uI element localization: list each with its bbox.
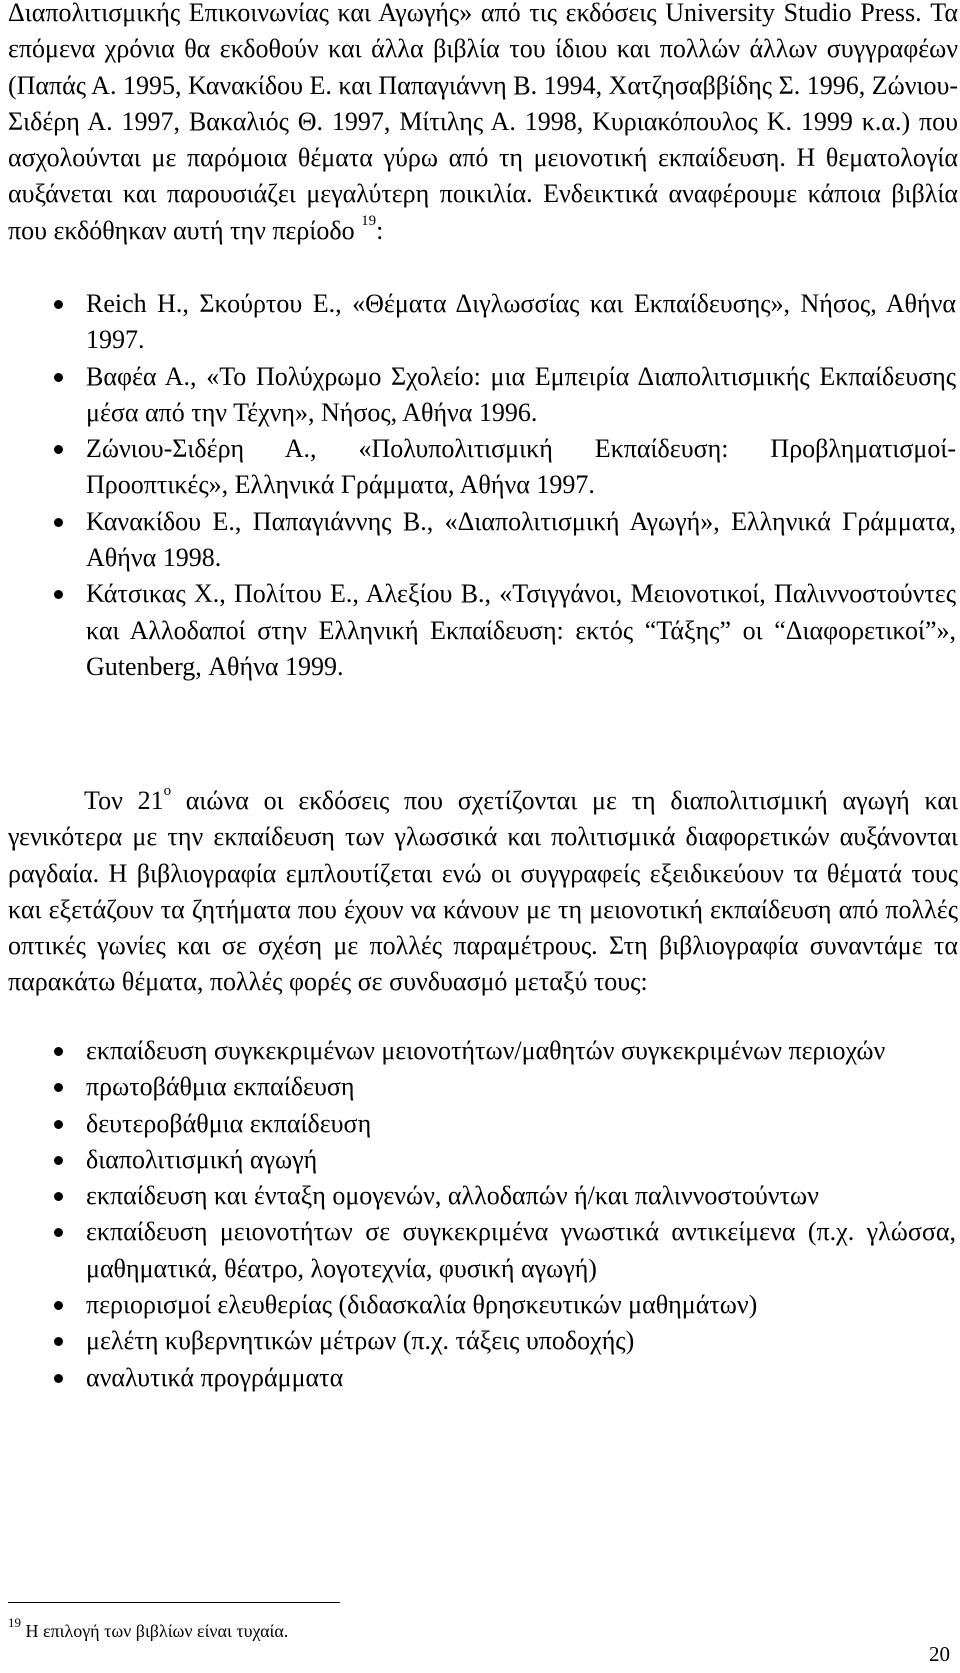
topic-list-item-text: δευτεροβάθμια εκπαίδευση — [86, 1108, 372, 1138]
second-paragraph — [8, 783, 958, 1001]
topic-list-item-text: μελέτη κυβερνητικών μέτρων (π.χ. τάξεις υποδοχής) — [86, 1326, 635, 1356]
topic-list-item-text: εκπαίδευση συγκεκριμένων μειονοτήτων/μαθητών συγκεκριμένων περιοχών — [86, 1036, 886, 1065]
topic-list-item-text: πρωτοβάθμια εκπαίδευση — [86, 1072, 355, 1102]
intro-paragraph — [8, 0, 958, 249]
topic-list — [8, 1033, 958, 1396]
bullet-icon — [54, 1083, 63, 1092]
book-list — [8, 286, 958, 685]
bullet-icon — [54, 1374, 63, 1383]
topic-list-item — [8, 1323, 958, 1359]
topic-list-item — [8, 1287, 958, 1323]
footnote — [8, 1615, 289, 1642]
topic-list-item — [8, 1178, 958, 1214]
footnote-number: 19 — [8, 1615, 21, 1630]
bullet-icon — [54, 590, 63, 599]
book-list-item — [8, 504, 958, 577]
footnote-text: Η επιλογή των βιβλίων είναι τυχαία. — [21, 1621, 289, 1641]
bullet-icon — [54, 1120, 63, 1129]
book-list-item — [8, 431, 958, 504]
topic-list-item — [8, 1069, 958, 1105]
bullet-icon — [54, 445, 63, 454]
book-list-item-text: Βαφέα Α., «Το Πολύχρωμο Σχολείο: μια Εμπειρία Διαπολιτισμικής Εκπαίδευσης μέσα από την Τέχνη», Νήσος, Αθήνα 1996. — [86, 361, 956, 427]
footnote-separator — [8, 1602, 340, 1603]
topic-list-item-text: εκπαίδευση και ένταξη ομογενών, αλλοδαπών ή/και παλιννοστούντων — [86, 1181, 819, 1211]
book-list-item — [8, 576, 958, 685]
bullet-icon — [54, 1047, 63, 1056]
bullet-icon — [54, 300, 63, 309]
topic-list-item — [8, 1142, 958, 1178]
topic-list-item-text: διαπολιτισμική αγωγή — [86, 1144, 318, 1174]
second-paragraph-text — [8, 783, 958, 1001]
intro-trailing: : — [376, 215, 384, 245]
book-list-items — [8, 286, 958, 685]
topic-list-item-text: περιορισμοί ελευθερίας (διδασκαλία θρησκευτικών μαθημάτων) — [86, 1290, 758, 1320]
ordinal-superscript: ο — [163, 783, 172, 800]
bullet-icon — [54, 1301, 63, 1310]
page-number: 20 — [929, 1642, 950, 1666]
topic-list-item-text: αναλυτικά προγράμματα — [86, 1362, 344, 1392]
bullet-icon — [54, 1337, 63, 1346]
bullet-icon — [54, 373, 63, 382]
intro-text: Διαπολιτισμικής Επικοινωνίας και Αγωγής» από τις εκδόσεις University Studio Press. Τα επόμενα χρόνια θα εκδοθούν και άλλα βιβλία του ίδιου και πολλών άλλων συγγραφέων (Παπάς Α. 1995, Κανακίδου Ε. και Παπαγιάννη Β. 1994, Χατζησαββίδης Σ. 1996, Ζώνιου-Σιδέρη Α. 1997, Βακαλιός Θ. 1997, Μίτιλης Α. 1998, Κυριακόπουλος Κ. 1999 κ.α.) που ασχολούνται με παρόμοια θέματα γύρω από τη μειονοτική εκπαίδευση. Η θεματολογία αυξάνεται και παρουσιάζει μεγαλύτερη ποικιλία. Ενδεικτικά αναφέρουμε κάποια βιβλία που εκδόθηκαν αυτή την περίοδο — [8, 0, 958, 245]
topic-list-item — [8, 1360, 958, 1396]
book-list-item-text: Κάτσικας Χ., Πολίτου Ε., Αλεξίου Β., «Τσιγγάνοι, Μειονοτικοί, Παλιννοστούντες και Αλλοδαποί στην Ελληνική Εκπαίδευση: εκτός “Τάξης” οι “Διαφορετικοί”», Gutenberg, Αθήνα 1999. — [86, 579, 956, 681]
topic-list-item — [8, 1214, 958, 1287]
book-list-item-text: Reich H., Σκούρτου Ε., «Θέματα Διγλωσσίας και Εκπαίδευσης», Νήσος, Αθήνα 1997. — [86, 289, 956, 355]
book-list-item — [8, 359, 958, 432]
book-list-item-text: Κανακίδου Ε., Παπαγιάννης Β., «Διαπολιτισμική Αγωγή», Ελληνικά Γράμματα, Αθήνα 1998. — [86, 506, 956, 573]
second-paragraph-body: αιώνα οι εκδόσεις που σχετίζονται με τη διαπολιτισμική αγωγή και γενικότερα με την εκπαίδευση των γλωσσικά και πολιτισμικά διαφορετικών αυξάνονται ραγδαία. Η βιβλιογραφία εμπλουτίζεται ενώ οι συγγραφείς εξειδικεύουν τα θέματά τους και εξετάζουν τα ζητήματα που έχουν να κάνουν με τη μειονοτική εκπαίδευση από πολλές οπτικές γωνίες και σε σχέση με πολλές παραμέτρους. Στη βιβλιογραφία συναντάμε τα παρακάτω θέματα, πολλές φορές σε συνδυασμό μεταξύ τους: — [8, 786, 958, 997]
book-list-item — [8, 286, 958, 359]
book-list-item-text: Ζώνιου-Σιδέρη Α., «Πολυπολιτισμική Εκπαίδευση: Προβληματισμοί-Προοπτικές», Ελληνικά Γράμματα, Αθήνα 1997. — [86, 434, 956, 500]
topic-list-item — [8, 1033, 958, 1069]
bullet-icon — [54, 1228, 63, 1237]
intro-paragraph-text — [8, 0, 958, 249]
topic-list-items — [8, 1033, 958, 1396]
topic-list-item — [8, 1106, 958, 1142]
second-paragraph-lead: Τον 21 — [84, 786, 164, 815]
bullet-icon — [54, 1156, 63, 1165]
bullet-icon — [54, 1192, 63, 1201]
footnote-reference[interactable]: 19 — [361, 213, 377, 230]
topic-list-item-text: εκπαίδευση μειονοτήτων σε συγκεκριμένα γνωστικά αντικείμενα (π.χ. γλώσσα, μαθηματικά, θέατρο, λογοτεχνία, φυσική αγωγή) — [86, 1217, 956, 1283]
bullet-icon — [54, 518, 63, 527]
